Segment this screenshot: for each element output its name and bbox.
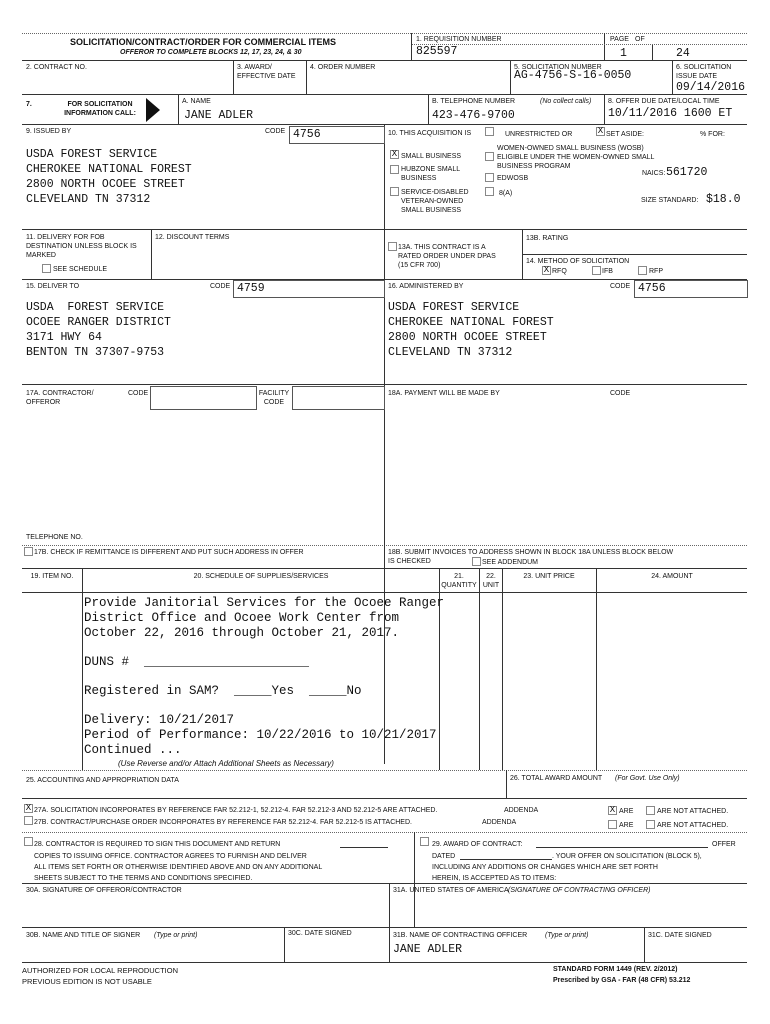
deliver-code-label: CODE bbox=[210, 283, 231, 290]
admin-line-2: CHEROKEE NATIONAL FOREST bbox=[388, 316, 554, 329]
unrestricted-checkbox[interactable] bbox=[485, 127, 494, 136]
rated-order-label: 13A. THIS CONTRACT IS A RATED ORDER UNDER DPAS (15 CFR 700) bbox=[398, 244, 496, 269]
contracting-officer-name[interactable]: JANE ADLER bbox=[393, 943, 463, 956]
admin-code[interactable]: 4756 bbox=[638, 282, 666, 295]
telephone-label: B. TELEPHONE NUMBER bbox=[432, 98, 516, 105]
deliver-code[interactable]: 4759 bbox=[237, 282, 265, 295]
issued-line-1: USDA FOREST SERVICE bbox=[26, 148, 158, 161]
officer-signature-field[interactable] bbox=[393, 896, 743, 926]
small-business-checkbox[interactable]: X bbox=[391, 149, 398, 159]
edwosb-label: EDWOSB bbox=[497, 175, 529, 182]
see-addendum-label: SEE ADDENDUM bbox=[482, 559, 539, 566]
administered-label: 16. ADMINISTERED BY bbox=[388, 283, 464, 290]
facility-code-label: FACILITY CODE bbox=[258, 390, 290, 406]
info-call-label: FOR SOLICITATION INFORMATION CALL: bbox=[64, 101, 136, 117]
27b-are: ARE bbox=[619, 822, 634, 829]
29-checkbox[interactable] bbox=[420, 837, 429, 846]
contractor-code-label: CODE bbox=[128, 390, 149, 397]
requisition-label: 1. REQUISITION NUMBER bbox=[416, 36, 502, 43]
form-subtitle: OFFEROR TO COMPLETE BLOCKS 12, 17, 23, 24, & 30 bbox=[120, 49, 302, 56]
issued-line-3: 2800 NORTH OCOEE STREET bbox=[26, 178, 185, 191]
schedule-desc-3: October 22, 2016 through October 21, 2017. bbox=[84, 626, 400, 640]
29-award: 29. AWARD OF CONTRACT: bbox=[432, 841, 523, 848]
col-item-no: 19. ITEM NO. bbox=[30, 573, 74, 580]
eight-a-checkbox[interactable] bbox=[485, 187, 494, 196]
issue-date-label: 6. SOLICITATION ISSUE DATE bbox=[676, 64, 732, 80]
small-business-label: SMALL BUSINESS bbox=[401, 153, 462, 160]
rfp-label: RFP bbox=[649, 268, 663, 275]
31c-label: 31C. DATE SIGNED bbox=[648, 932, 712, 939]
method-label: 14. METHOD OF SOLICITATION bbox=[526, 258, 630, 265]
27a-are-not: ARE NOT ATTACHED. bbox=[657, 808, 729, 815]
remittance-checkbox[interactable] bbox=[24, 547, 33, 556]
block-7-label: 7. bbox=[26, 101, 32, 108]
ifb-label: IFB bbox=[602, 268, 613, 275]
issue-date[interactable]: 09/14/2016 bbox=[676, 81, 746, 94]
payment-label: 18A. PAYMENT WILL BE MADE BY bbox=[388, 390, 500, 397]
rated-order-checkbox[interactable] bbox=[388, 242, 397, 251]
accounting-label: 25. ACCOUNTING AND APPROPRIATION DATA bbox=[26, 777, 179, 784]
28-text: 28. CONTRACTOR IS REQUIRED TO SIGN THIS DOCUMENT AND RETURN bbox=[34, 841, 281, 848]
of-label: OF bbox=[635, 36, 645, 43]
solicitation-number[interactable]: AG-4756-S-16-0050 bbox=[514, 69, 632, 82]
28-copies: COPIES TO ISSUING OFFICE. CONTRACTOR AGREES TO FURNISH AND DELIVER bbox=[34, 853, 307, 860]
sdvosb-checkbox[interactable] bbox=[390, 187, 399, 196]
discount-terms-label: 12. DISCOUNT TERMS bbox=[155, 234, 230, 241]
27a-addenda: ADDENDA bbox=[504, 807, 539, 814]
see-addendum-checkbox[interactable] bbox=[472, 557, 481, 566]
delivery-fob-label: 11. DELIVERY FOR FOB DESTINATION UNLESS BLOCK IS MARKED bbox=[26, 234, 137, 259]
contractor-label: 17A. CONTRACTOR/ OFFEROR bbox=[26, 390, 94, 406]
27a-are-checkbox[interactable]: X bbox=[609, 805, 616, 815]
rfp-checkbox[interactable] bbox=[638, 266, 647, 275]
issued-line-2: CHEROKEE NATIONAL FOREST bbox=[26, 163, 192, 176]
total-award-note: (For Govt. Use Only) bbox=[615, 775, 680, 782]
admin-line-4: CLEVELAND TN 37312 bbox=[388, 346, 513, 359]
wosb-checkbox[interactable] bbox=[485, 152, 494, 161]
set-aside-label: SET ASIDE: bbox=[606, 131, 644, 138]
acquisition-label: 10. THIS ACQUISITION IS bbox=[388, 130, 472, 137]
issued-code[interactable]: 4756 bbox=[293, 128, 321, 141]
27a-checkbox[interactable]: X bbox=[25, 803, 32, 813]
naics-label: NAICS: bbox=[642, 170, 666, 177]
form-title: SOLICITATION/CONTRACT/ORDER FOR COMMERCIAL ITEMS bbox=[70, 37, 336, 47]
admin-line-1: USDA FOREST SERVICE bbox=[388, 301, 520, 314]
31a-signature-label: 31A. UNITED STATES OF AMERICA bbox=[393, 887, 509, 894]
percent-for-label: % FOR: bbox=[700, 131, 725, 138]
offer-due-label: 8. OFFER DUE DATE/LOCAL TIME bbox=[608, 98, 720, 105]
contact-name-label: A. NAME bbox=[182, 98, 211, 105]
col-unit-price: 23. UNIT PRICE bbox=[523, 573, 575, 580]
award-date-label: 3. AWARD/ EFFECTIVE DATE bbox=[237, 64, 296, 80]
offer-due-date[interactable]: 10/11/2016 1600 ET bbox=[608, 107, 733, 120]
see-schedule-label: SEE SCHEDULE bbox=[53, 266, 108, 273]
payment-code-label: CODE bbox=[610, 390, 631, 397]
invoice-label: 18B. SUBMIT INVOICES TO ADDRESS SHOWN IN BLOCK 18A UNLESS BLOCK BELOW IS CHECKED bbox=[388, 549, 674, 565]
offeror-signature-field[interactable] bbox=[26, 896, 386, 926]
28-items: ALL ITEMS SET FORTH OR OTHERWISE IDENTIFIED ABOVE AND ON ANY ADDITIONAL bbox=[34, 864, 323, 871]
footer-previous: PREVIOUS EDITION IS NOT USABLE bbox=[22, 977, 152, 986]
wosb-label: WOMEN-OWNED SMALL BUSINESS (WOSB) ELIGIBLE UNDER THE WOMEN-OWNED SMALL BUSINESS PROGRAM bbox=[497, 145, 655, 170]
27b-addenda: ADDENDA bbox=[482, 819, 517, 826]
continued-line: Continued ... bbox=[84, 743, 182, 757]
deliver-line-3: 3171 HWY 64 bbox=[26, 331, 102, 344]
hubzone-checkbox[interactable] bbox=[390, 165, 399, 174]
col-unit: 22. UNIT bbox=[482, 573, 500, 589]
requisition-number[interactable]: 825597 bbox=[416, 45, 458, 58]
delivery-line: Delivery: 10/21/2017 bbox=[84, 713, 235, 727]
rfq-checkbox[interactable]: X bbox=[543, 265, 550, 275]
27a-are-not-checkbox[interactable] bbox=[646, 806, 655, 815]
27b-text: 27B. CONTRACT/PURCHASE ORDER INCORPORATES BY REFERENCE FAR 52.212-4. FAR 52.212-5 IS ATTACHED. bbox=[34, 819, 412, 826]
29-your-offer: . YOUR OFFER ON SOLICITATION (BLOCK 5), bbox=[552, 853, 702, 860]
29-offer: OFFER bbox=[712, 841, 736, 848]
eight-a-label: 8(A) bbox=[499, 190, 513, 197]
31a-signature-note: (SIGNATURE OF CONTRACTING OFFICER) bbox=[508, 887, 651, 894]
edwosb-checkbox[interactable] bbox=[485, 173, 494, 182]
28-checkbox[interactable] bbox=[24, 837, 33, 846]
27b-are-not: ARE NOT ATTACHED. bbox=[657, 822, 729, 829]
footer-form-number: STANDARD FORM 1449 (REV. 2/2012) bbox=[553, 966, 678, 973]
deliver-line-4: BENTON TN 37307-9753 bbox=[26, 346, 165, 359]
deliver-to-label: 15. DELIVER TO bbox=[26, 283, 80, 290]
29-herein: HEREIN, IS ACCEPTED AS TO ITEMS: bbox=[432, 875, 557, 882]
duns-line: DUNS # ______________________ bbox=[84, 655, 310, 669]
col-amount: 24. AMOUNT bbox=[651, 573, 693, 580]
28-sheets: SHEETS SUBJECT TO THE TERMS AND CONDITIONS SPECIFIED. bbox=[34, 875, 253, 882]
issued-by-label: 9. ISSUED BY bbox=[26, 128, 72, 135]
col-quantity: 21. QUANTITY bbox=[441, 573, 477, 589]
remittance-label: 17B. CHECK IF REMITTANCE IS DIFFERENT AND PUT SUCH ADDRESS IN OFFER bbox=[34, 549, 304, 556]
see-schedule-checkbox[interactable] bbox=[42, 264, 51, 273]
30a-signature-label: 30A. SIGNATURE OF OFFEROR/CONTRACTOR bbox=[26, 887, 182, 894]
27a-are: ARE bbox=[619, 808, 634, 815]
telephone-no-label: TELEPHONE NO. bbox=[26, 534, 83, 541]
admin-line-3: 2800 NORTH OCOEE STREET bbox=[388, 331, 547, 344]
schedule-desc-2: District Office and Ocoee Work Center from bbox=[84, 611, 400, 625]
page-label: PAGE bbox=[610, 36, 629, 43]
reverse-note: (Use Reverse and/or Attach Additional Sheets as Necessary) bbox=[118, 759, 334, 768]
col-schedule: 20. SCHEDULE OF SUPPLIES/SERVICES bbox=[193, 573, 329, 580]
29-dated: DATED bbox=[432, 853, 456, 860]
ifb-checkbox[interactable] bbox=[592, 266, 601, 275]
issued-line-4: CLEVELAND TN 37312 bbox=[26, 193, 151, 206]
naics-code[interactable]: 561720 bbox=[666, 166, 708, 179]
unrestricted-label: UNRESTRICTED OR bbox=[505, 131, 573, 138]
schedule-desc-1: Provide Janitorial Services for the Ocoee Ranger bbox=[84, 596, 445, 610]
set-aside-checkbox[interactable]: X bbox=[597, 126, 604, 136]
30b-type-print: (Type or print) bbox=[154, 932, 198, 939]
size-standard[interactable]: $18.0 bbox=[706, 193, 741, 206]
arrow-right-icon bbox=[146, 98, 160, 122]
27b-are-not-checkbox[interactable] bbox=[646, 820, 655, 829]
telephone-number[interactable]: 423-476-9700 bbox=[432, 109, 515, 122]
issued-code-label: CODE bbox=[265, 128, 286, 135]
page-number: 1 bbox=[620, 47, 627, 60]
footer-authorized: AUTHORIZED FOR LOCAL REPRODUCTION bbox=[22, 966, 178, 975]
page-count: 24 bbox=[676, 47, 690, 60]
27b-are-checkbox[interactable] bbox=[608, 820, 617, 829]
order-number-label: 4. ORDER NUMBER bbox=[310, 64, 376, 71]
rating-label: 13B. RATING bbox=[526, 235, 569, 242]
rfq-label: RFQ bbox=[552, 268, 567, 275]
31b-type-print: (Type or print) bbox=[545, 932, 589, 939]
no-collect-label: (No collect calls) bbox=[540, 98, 592, 105]
31b-label: 31B. NAME OF CONTRACTING OFFICER bbox=[393, 932, 528, 939]
contract-no-label: 2. CONTRACT NO. bbox=[26, 64, 87, 71]
solicitation-number-label: 5. SOLICITATION NUMBER bbox=[514, 64, 602, 71]
deliver-line-1: USDA FOREST SERVICE bbox=[26, 301, 165, 314]
size-standard-label: SIZE STANDARD: bbox=[641, 197, 699, 204]
30c-label: 30C. DATE SIGNED bbox=[288, 930, 352, 937]
footer-prescribed: Prescribed by GSA - FAR (48 CFR) 53.212 bbox=[553, 977, 691, 984]
contact-name[interactable]: JANE ADLER bbox=[184, 109, 254, 122]
sam-line: Registered in SAM? _____Yes _____No bbox=[84, 684, 362, 698]
admin-code-label: CODE bbox=[610, 283, 631, 290]
period-line: Period of Performance: 10/22/2016 to 10/21/2017 bbox=[84, 728, 437, 742]
30b-label: 30B. NAME AND TITLE OF SIGNER bbox=[26, 932, 141, 939]
deliver-line-2: OCOEE RANGER DISTRICT bbox=[26, 316, 171, 329]
29-including: INCLUDING ANY ADDITIONS OR CHANGES WHICH ARE SET FORTH bbox=[432, 864, 658, 871]
27b-checkbox[interactable] bbox=[24, 816, 33, 825]
total-award-label: 26. TOTAL AWARD AMOUNT bbox=[510, 775, 603, 782]
27a-text: 27A. SOLICITATION INCORPORATES BY REFERENCE FAR 52.212-1, 52.212-4. FAR 52.212-3 AND 52.212-5 ARE ATTACHED. bbox=[34, 807, 438, 814]
hubzone-label: HUBZONE SMALL BUSINESS bbox=[401, 166, 460, 182]
sdvosb-label: SERVICE-DISABLED VETERAN-OWNED SMALL BUSINESS bbox=[401, 189, 469, 214]
